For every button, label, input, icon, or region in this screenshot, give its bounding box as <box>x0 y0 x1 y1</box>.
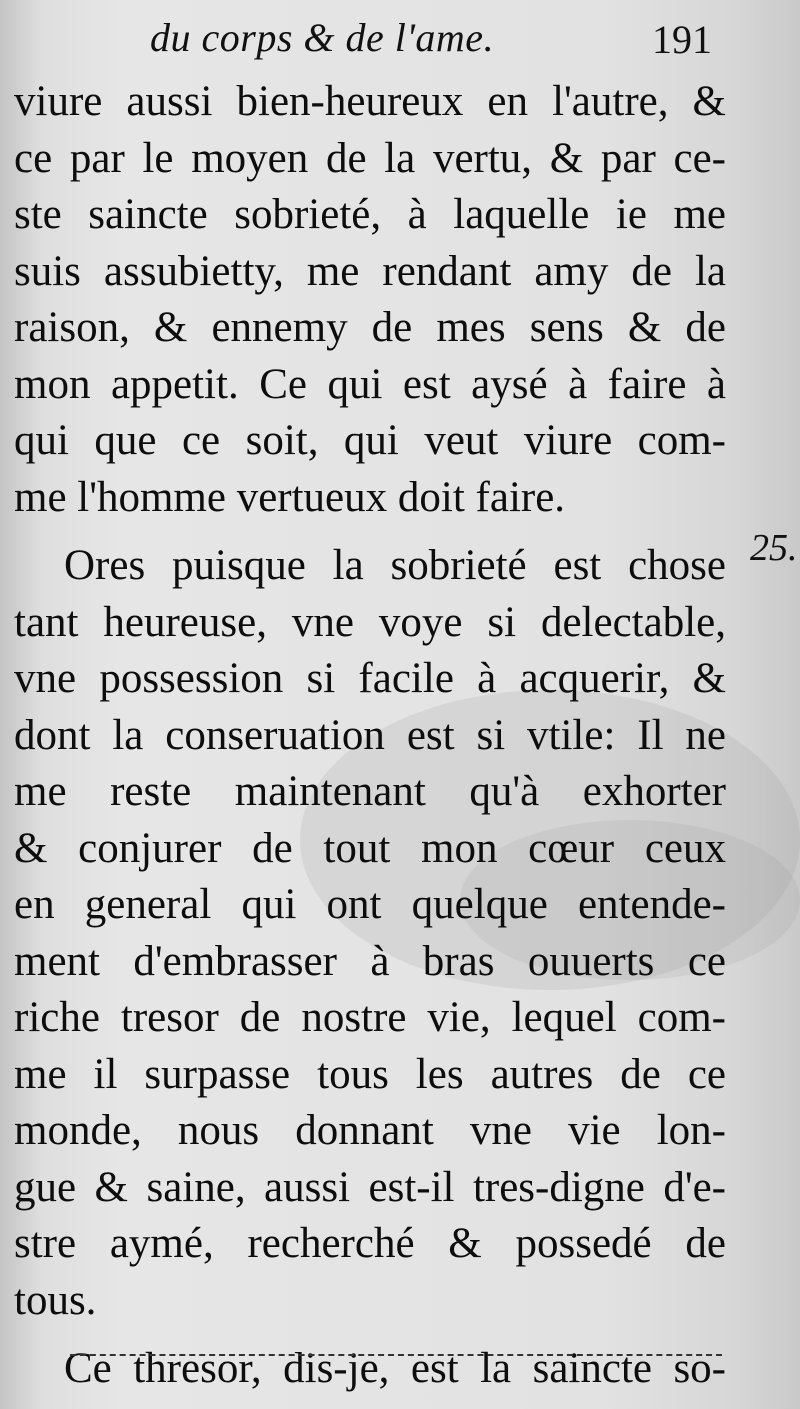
text-line: monde, nous donnant vne vie lon- <box>14 1107 726 1154</box>
text-line: dont la conseruation est si vtile: Il ne <box>14 711 726 759</box>
text-line: Ce thresor, dis-je, est la saincte so- <box>64 1345 726 1392</box>
text-line: stre aymé, recherché & possedé de <box>14 1220 726 1267</box>
page-number: 191 <box>652 17 712 62</box>
text-line: me reste maintenant qu'à exhorter <box>14 768 726 815</box>
text-line: suis assubietty, me rendant amy de la <box>14 247 726 295</box>
bottom-rule <box>70 1354 722 1356</box>
text-line: ste saincte sobrieté, à laquelle ie me <box>14 191 726 238</box>
running-head: du corps & de l'ame. <box>150 15 495 60</box>
text-line: vne possession si facile à acquerir, & <box>14 655 726 702</box>
text-line: me il surpasse tous les autres de ce <box>14 1050 726 1098</box>
margin-note: 25. <box>750 527 798 569</box>
text-line: raison, & ennemy de mes sens & de <box>14 304 726 351</box>
text-line: viure aussi bien-heureux en l'autre, & <box>14 78 726 125</box>
text-line: mon appetit. Ce qui est aysé à faire à <box>14 360 726 408</box>
text-line: tant heureuse, vne voye si delectable, <box>14 598 726 646</box>
body-text <box>14 74 726 1398</box>
text-line: qui que ce soit, qui veut viure com- <box>14 417 726 464</box>
text-line: tous. <box>14 1276 97 1324</box>
text-line: ment d'embrasser à bras ouuerts ce <box>14 937 726 985</box>
text-line: me l'homme vertueux doit faire. <box>14 473 566 521</box>
text-line: en general qui ont quelque entende- <box>14 881 726 928</box>
text-line: Ores puisque la sobrieté est chose <box>64 542 726 589</box>
text-line: gue & saine, aussi est-il tres-digne d'e- <box>14 1163 726 1211</box>
text-line: riche tresor de nostre vie, lequel com- <box>14 994 726 1041</box>
page-header <box>0 14 800 74</box>
text-line: ce par le moyen de la vertu, & par ce- <box>14 134 726 182</box>
text-line: & conjurer de tout mon cœur ceux <box>14 824 726 872</box>
